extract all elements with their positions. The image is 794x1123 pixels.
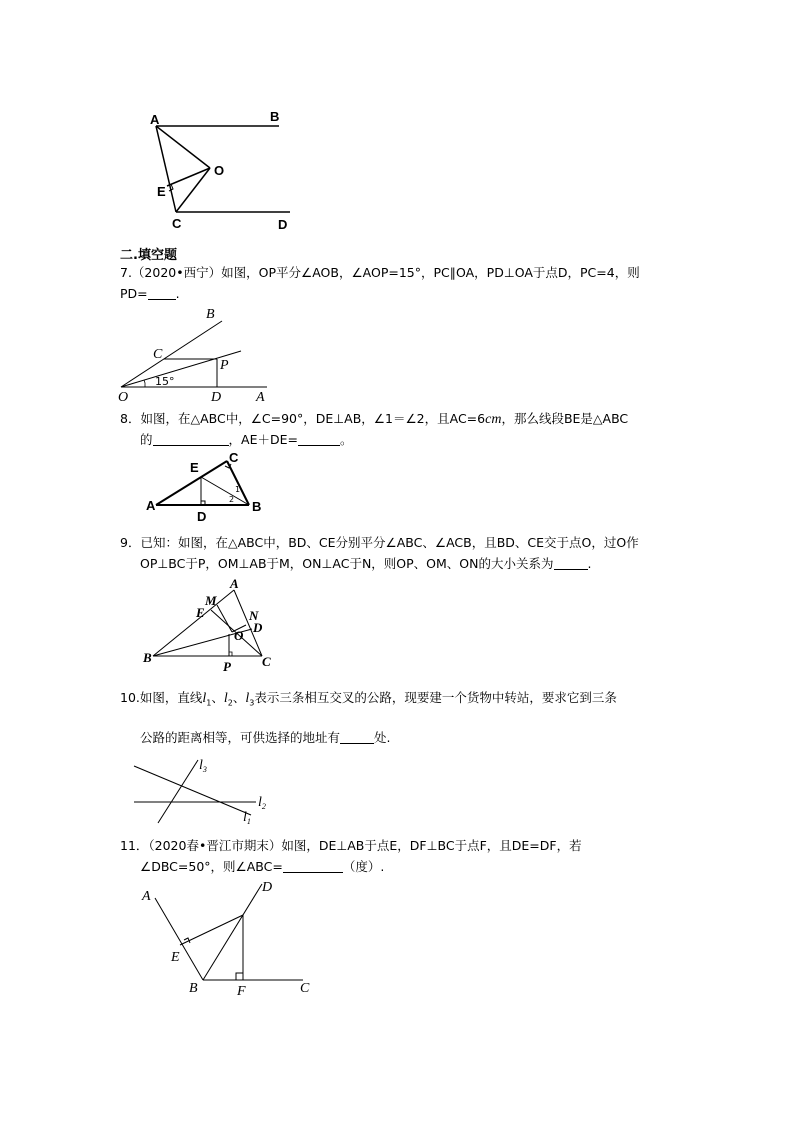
q7-period: . [175,286,180,301]
label-p: P [223,659,231,674]
q7-pd-label: PD= [120,286,148,301]
q10-sep-2: 、 [232,690,246,705]
figure-q11-angle-bisector [138,878,328,998]
q10-text-line2-end: 处. [374,730,391,745]
label-d: D [211,390,222,405]
q9-answer-blank[interactable] [554,557,588,570]
label-e: E [196,605,205,620]
q9-period: . [587,556,592,571]
label-c: C [153,347,163,362]
label-a: A [146,498,156,513]
angle-arc-15 [144,380,145,387]
label-m: M [205,593,217,608]
section-title: 二.填空题 [120,248,177,263]
label-e: E [171,950,180,965]
label-b: B [252,499,262,514]
q8-answer-blank-1[interactable] [153,433,229,446]
label-o: O [214,163,225,178]
segment-om [217,605,232,632]
label-a: A [142,889,151,904]
label-angle-2: 2 [229,495,235,504]
q8-ae-de-label: ，AE＋DE= [228,432,298,447]
figure-q10-three-roads [130,756,280,828]
q8-text-part2: ，那么线段BE是△ABC [501,411,629,426]
q10-sep-1: 、 [211,690,224,705]
q10-answer-blank[interactable] [340,731,374,744]
label-c: C [229,450,239,465]
label-b: B [206,307,215,322]
ray-bd [203,884,262,980]
label-d: D [197,509,207,524]
q11-line2 [140,859,384,875]
line-l3 [158,760,198,823]
q9-text: OP⊥BC于P，OM⊥AB于M，ON⊥AC于N，则OP、OM、ON的大小关系为 [140,556,554,571]
figure-q8-right-triangle [140,450,270,525]
q8-line2 [140,432,352,448]
label-b: B [143,650,152,665]
q10-l3-sub: 3 [249,698,255,708]
q7-line1: 7.（2020•西宁）如图，OP平分∠AOB，∠AOP=15°，PC∥OA，PD⊥OA于点D，PC=4，则 [120,265,640,280]
q9-line2 [140,556,591,572]
label-angle-15: 15° [155,375,175,388]
label-o: O [234,628,244,643]
label-l1: $l_1$ [243,810,251,826]
label-c: C [262,654,271,669]
label-a: A [256,390,265,405]
label-o: O [118,390,129,405]
label-l2: $l_2$ [258,795,266,811]
q10-l2-sub: 2 [227,698,233,708]
side-ab [153,590,234,656]
q10-l1-sub: 1 [206,698,212,708]
label-f: F [237,984,246,999]
q9-line1: 9．已知：如图，在△ABC中，BD、CE分别平分∠ABC、∠ACB，且BD、CE交于点O，过O作 [120,535,639,550]
right-angle-mark-f [236,973,243,980]
q8-unit-cm: cm [485,412,502,427]
q10-text-line2: 公路的距离相等，可供选择的地址有 [140,730,341,745]
q10-l3: l [245,691,250,706]
label-e: E [157,184,166,199]
q10-line2 [140,730,391,746]
label-c: C [300,981,310,996]
q10-text-end: 表示三条相互交叉的公路，现要建一个货物中转站，要求它到三条 [254,690,617,705]
label-d: D [253,620,263,635]
q7-line2 [120,286,180,302]
q11-text: ∠DBC=50°，则∠ABC= [140,859,283,874]
q10-l2: l [223,691,228,706]
label-c: C [172,216,182,231]
figure-q7-angle-bisector [115,308,275,403]
q8-period: 。 [339,432,353,447]
label-d: D [278,217,288,232]
label-d: D [262,880,273,895]
figure-parallel-lines-aob [140,105,310,235]
label-l3: $l_3$ [199,758,207,774]
label-a: A [150,112,160,127]
label-p: P [220,358,229,373]
q10-line1 [120,690,617,712]
q8-line1 [120,411,628,428]
line-l1 [134,766,251,815]
label-b: B [189,981,198,996]
q10-l1: l [202,691,207,706]
q8-answer-blank-2[interactable] [298,433,340,446]
q11-answer-blank[interactable] [283,860,343,873]
q8-de-label: 的 [140,432,153,447]
q7-answer-blank[interactable] [148,287,176,300]
ray-ba [155,898,203,980]
label-b: B [270,109,280,124]
q11-line1: 11．（2020春•晋江市期末）如图，DE⊥AB于点E，DF⊥BC于点F，且DE=DF，若 [120,838,582,853]
q11-unit: （度）. [342,859,385,874]
label-a: A [230,576,239,591]
figure-q9-angle-bisectors [140,576,280,676]
q10-text-start: 10.如图，直线 [120,690,203,705]
label-angle-1: 1 [235,485,241,494]
label-n: N [249,608,259,623]
label-e: E [190,460,199,475]
q8-text-part1: 8．如图，在△ABC中，∠C=90°，DE⊥AB，∠1＝∠2，且AC=6 [120,411,486,426]
